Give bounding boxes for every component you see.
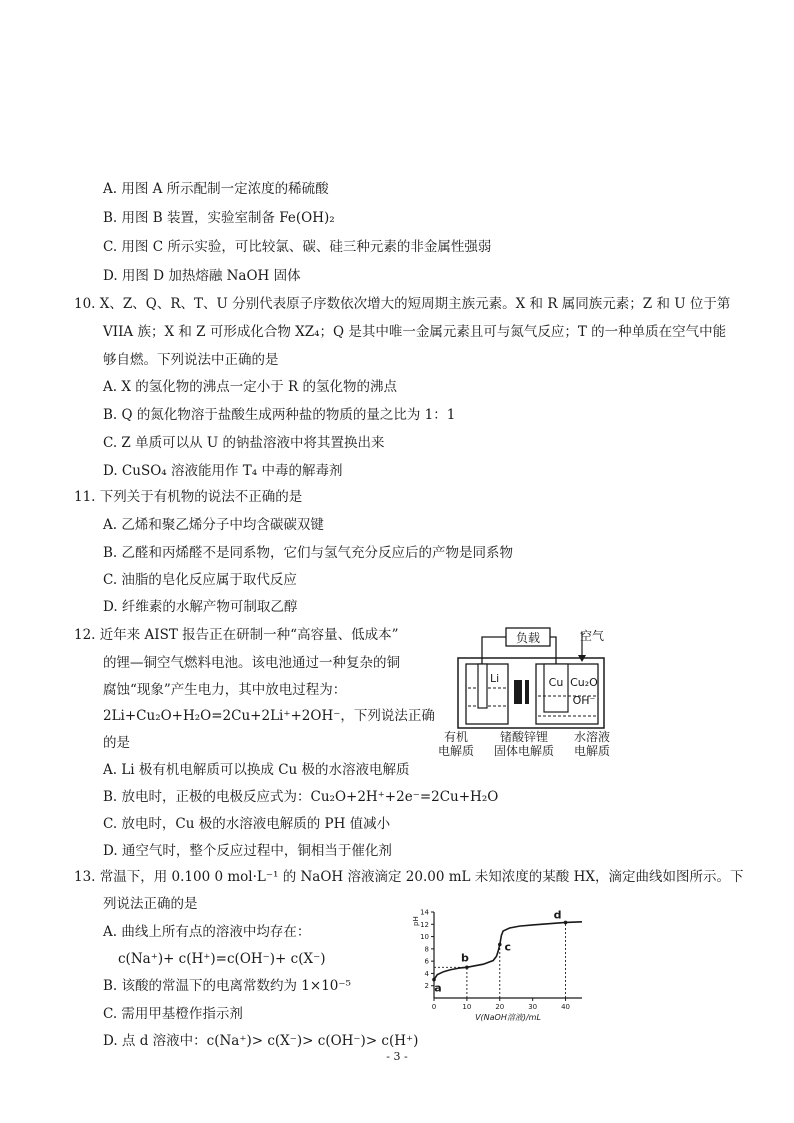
titration-chart bbox=[408, 908, 588, 1024]
page-number: - 3 - bbox=[386, 1050, 408, 1063]
q10-option-d: D. CuSO₄ 溶液能用作 T₄ 中毒的解毒剂 bbox=[103, 463, 343, 479]
q10-stem-line-3: 够自燃。下列说法中正确的是 bbox=[103, 352, 279, 368]
label-solid-electrolyte-2: 固体电解质 bbox=[493, 744, 555, 758]
q13-option-b: B. 该酸的常温下的电离常数约为 1×10⁻⁵ bbox=[103, 978, 351, 994]
y-tick-label: 4 bbox=[424, 969, 429, 978]
q10-stem-line-2: VIIA 族；X 和 Z 可形成化合物 XZ₄；Q 是其中唯一金属元素且可与氮气反应；T 的一种单质在空气中能 bbox=[103, 324, 727, 340]
cu2o-label: Cu₂O bbox=[570, 676, 598, 689]
label-aqueous-electrolyte-2: 电解质 bbox=[573, 744, 611, 758]
q12-stem-line-2: 的锂—铜空气燃料电池。该电池通过一种复杂的铜 bbox=[103, 655, 400, 671]
q13-option-c: C. 需用甲基橙作指示剂 bbox=[103, 1006, 243, 1022]
x-tick-label: 20 bbox=[495, 1003, 505, 1011]
q12-stem-line-1: 12. 近年来 AIST 报告正在研制一种“高容量、低成本” bbox=[74, 627, 399, 643]
chart-x-axis-label: V(NaOH溶液)/mL bbox=[475, 1013, 541, 1022]
y-tick-label: 10 bbox=[420, 933, 429, 942]
left-wire bbox=[482, 637, 506, 664]
solid-electrolyte bbox=[514, 680, 522, 704]
y-tick-label: 6 bbox=[424, 957, 429, 966]
li-label: Li bbox=[490, 672, 500, 685]
point-b-label: b bbox=[460, 951, 469, 965]
y-tick-label: 14 bbox=[420, 908, 429, 917]
q12-stem-line-3: 腐蚀“现象”产生电力，其中放电过程为： bbox=[103, 682, 347, 698]
y-tick-label: 12 bbox=[420, 920, 429, 929]
q11-option-b: B. 乙醛和丙烯醛不是同系物，它们与氢气充分反应后的产物是同系物 bbox=[103, 545, 514, 561]
point-a-label: a bbox=[434, 981, 442, 995]
point-b-marker bbox=[465, 965, 469, 969]
q11-option-a: A. 乙烯和聚乙烯分子中均含碳碳双键 bbox=[103, 517, 324, 533]
q10-stem-line-1: 10. X、Z、Q、R、T、U 分别代表原子序数依次增大的短周期主族元素。X 和 R 属同族元素；Z 和 U 位于第 bbox=[74, 296, 731, 312]
q12-stem-line-5: 的是 bbox=[103, 735, 130, 751]
point-c-label: c bbox=[504, 940, 512, 954]
q9-option-b: B. 用图 B 装置，实验室制备 Fe(OH)₂ bbox=[103, 210, 335, 226]
q10-option-a: A. X 的氢化物的沸点一定小于 R 的氢化物的沸点 bbox=[103, 379, 397, 395]
oh-label: OH⁻ bbox=[572, 694, 596, 707]
solid-electrolyte-2 bbox=[525, 680, 529, 704]
air-label: 空气 bbox=[579, 629, 605, 643]
q9-option-a: A. 用图 A 所示配制一定浓度的稀硫酸 bbox=[103, 181, 329, 197]
q12-option-a: A. Li 极有机电解质可以换成 Cu 极的水溶液电解质 bbox=[103, 762, 410, 778]
q13-stem-line-1: 13. 常温下，用 0.100 0 mol·L⁻¹ 的 NaOH 溶液滴定 20.00 mL 未知浓度的某酸 HX，滴定曲线如图所示。下 bbox=[74, 869, 744, 885]
chart-y-axis-label: pH bbox=[412, 916, 420, 926]
x-tick-label: 0 bbox=[431, 1003, 437, 1011]
q12-stem-line-4: 2Li+Cu₂O+H₂O=2Cu+2Li⁺+2OH⁻，下列说法正确 bbox=[103, 708, 435, 724]
label-aqueous-electrolyte-1: 水溶液 bbox=[573, 730, 611, 744]
q11-stem: 11. 下列关于有机物的说法不正确的是 bbox=[74, 489, 303, 505]
label-solid-electrolyte-1: 锗酸锌锂 bbox=[499, 730, 549, 744]
point-c-marker bbox=[498, 943, 502, 947]
x-tick-label: 30 bbox=[528, 1003, 538, 1011]
q11-option-d: D. 纤维素的水解产物可制取乙醇 bbox=[103, 599, 298, 615]
battery-diagram bbox=[434, 624, 624, 759]
label-organic-electrolyte-1: 有机 bbox=[443, 730, 469, 744]
right-wire bbox=[550, 637, 556, 664]
q9-option-d: D. 用图 D 加热熔融 NaOH 固体 bbox=[103, 268, 301, 284]
q12-option-b: B. 放电时，正极的电极反应式为：Cu₂O+2H⁺+2e⁻=2Cu+H₂O bbox=[103, 789, 499, 805]
load-label: 负载 bbox=[515, 631, 541, 645]
y-tick-label: 2 bbox=[424, 982, 429, 991]
q13-option-a-line-1: A. 曲线上所有点的溶液中均存在： bbox=[103, 924, 311, 940]
q13-option-d: D. 点 d 溶液中：c(Na⁺)> c(X⁻)> c(OH⁻)> c(H⁺) bbox=[103, 1033, 419, 1049]
q12-option-d: D. 通空气时，整个反应过程中，铜相当于催化剂 bbox=[103, 843, 392, 859]
point-d-label: d bbox=[553, 908, 562, 922]
y-tick-label: 8 bbox=[424, 945, 429, 954]
q10-option-c: C. Z 单质可以从 U 的钠盐溶液中将其置换出来 bbox=[103, 435, 385, 451]
q13-stem-line-2: 列说法正确的是 bbox=[103, 896, 198, 912]
q10-option-b: B. Q 的氮化物溶于盐酸生成两种盐的物质的量之比为 1：1 bbox=[103, 407, 456, 423]
point-d-marker bbox=[564, 921, 568, 925]
q13-option-a-line-2: c(Na⁺)+ c(H⁺)=c(OH⁻)+ c(X⁻) bbox=[118, 951, 326, 967]
label-organic-electrolyte-2: 电解质 bbox=[437, 744, 475, 758]
cu-label: Cu bbox=[548, 676, 564, 689]
q11-option-c: C. 油脂的皂化反应属于取代反应 bbox=[103, 572, 297, 588]
q9-option-c: C. 用图 C 所示实验，可比较氯、碳、硅三种元素的非金属性强弱 bbox=[103, 239, 492, 255]
x-tick-label: 10 bbox=[462, 1003, 472, 1011]
x-tick-label: 40 bbox=[561, 1003, 571, 1011]
li-electrode bbox=[478, 664, 487, 708]
q12-option-c: C. 放电时，Cu 极的水溶液电解质的 PH 值减小 bbox=[103, 816, 391, 832]
